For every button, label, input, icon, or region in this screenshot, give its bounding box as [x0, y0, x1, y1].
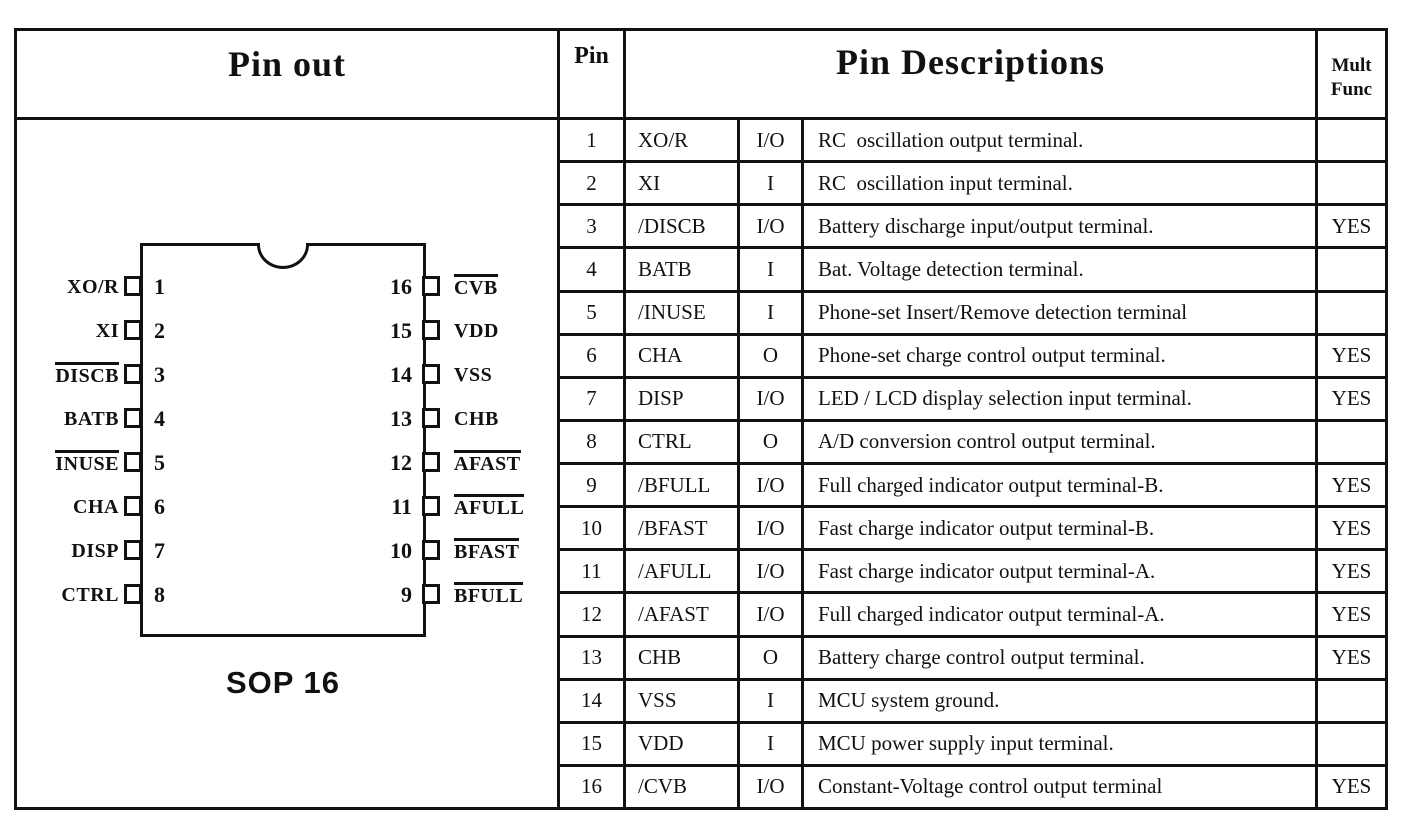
pin-description-cell: MCU system ground.	[804, 681, 1318, 721]
pin-pad-icon	[422, 320, 440, 340]
pin-name-cell: /INUSE	[626, 293, 740, 333]
pin-io-cell: I	[740, 163, 804, 203]
table-row	[560, 120, 1385, 163]
table-row	[560, 551, 1385, 594]
pin-number: 2	[154, 318, 165, 343]
pin-io-cell: O	[740, 638, 804, 678]
pin-number: 6	[154, 494, 165, 519]
chip-pin-right	[17, 362, 557, 388]
table-row	[560, 465, 1385, 508]
pin-io-cell: I	[740, 724, 804, 764]
pin-number-cell: 13	[560, 638, 626, 678]
mult-func-cell: YES	[1331, 472, 1372, 497]
pin-label: VSS	[454, 364, 493, 386]
pin-number: 7	[154, 538, 165, 563]
chip-pin-right	[17, 318, 557, 344]
pin-label: AFAST	[454, 450, 521, 477]
pin-pad-icon	[422, 584, 440, 604]
pin-number: 11	[391, 494, 412, 519]
pin-description-cell: RC oscillation input terminal.	[804, 163, 1318, 203]
pin-pad-icon	[422, 276, 440, 296]
chip-body	[140, 243, 426, 637]
pin-name-cell: /BFAST	[626, 508, 740, 548]
pin-pad-icon	[422, 364, 440, 384]
pin-description-cell: Battery discharge input/output terminal.	[804, 206, 1318, 246]
pin-name-cell: /AFULL	[626, 551, 740, 591]
pinout-column	[17, 31, 560, 807]
pin-name-cell: VSS	[626, 681, 740, 721]
mult-func-cell	[1318, 724, 1385, 764]
table-row	[560, 422, 1385, 465]
mult-func-cell	[1318, 249, 1385, 289]
pin-number: 14	[390, 362, 412, 387]
pin-label: XI	[95, 320, 119, 342]
mult-func-cell: YES	[1331, 774, 1372, 799]
pin-number-cell: 3	[560, 206, 626, 246]
mult-func-header-line1: Mult	[1331, 55, 1372, 77]
mult-func-cell	[1318, 422, 1385, 462]
pin-number-cell: 7	[560, 379, 626, 419]
mult-func-header-line2: Func	[1330, 79, 1373, 100]
mult-func-cell: YES	[1331, 645, 1372, 670]
package-label: SOP 16	[225, 665, 340, 700]
pin-number: 5	[154, 450, 165, 475]
table-row	[560, 249, 1385, 292]
pin-number-cell: 10	[560, 508, 626, 548]
pin-number: 10	[390, 538, 412, 563]
table-row	[560, 508, 1385, 551]
pin-name-cell: CHA	[626, 336, 740, 376]
pin-description-cell: Phone-set charge control output terminal.	[804, 336, 1318, 376]
pin-number-cell: 1	[560, 120, 626, 160]
pin-name-cell: /DISCB	[626, 206, 740, 246]
pin-number: 3	[154, 362, 165, 387]
pin-name-cell: XO/R	[626, 120, 740, 160]
pin-number: 12	[390, 450, 412, 475]
chip-pin-right	[17, 582, 557, 608]
pin-column-header: Pin	[560, 31, 626, 117]
pin-number-cell: 2	[560, 163, 626, 203]
table-row	[560, 594, 1385, 637]
pin-number: 16	[390, 274, 412, 299]
pin-io-cell: I/O	[740, 120, 804, 160]
pin-number-cell: 12	[560, 594, 626, 634]
pin-label: AFULL	[454, 494, 524, 521]
pin-pad-icon	[422, 408, 440, 428]
pin-label: VDD	[454, 320, 499, 342]
pin-label: CVB	[454, 274, 498, 301]
mult-func-cell: YES	[1331, 601, 1372, 626]
pin-label: XO/R	[67, 276, 119, 298]
pin-description-cell: Fast charge indicator output terminal-B.	[804, 508, 1318, 548]
table-row	[560, 638, 1385, 681]
pin-number-cell: 11	[560, 551, 626, 591]
pin-name-cell: DISP	[626, 379, 740, 419]
pin-label: DISCB	[17, 362, 119, 389]
pin-number-cell: 4	[560, 249, 626, 289]
pin-descriptions-header: Pin Descriptions	[626, 31, 1318, 117]
pin-description-cell: Phone-set Insert/Remove detection terminal	[804, 293, 1318, 333]
pin-number-cell: 6	[560, 336, 626, 376]
mult-func-cell: YES	[1331, 515, 1372, 540]
pin-description-cell: Full charged indicator output terminal-B.	[804, 465, 1318, 505]
pin-io-cell: I/O	[740, 379, 804, 419]
pin-number: 1	[154, 274, 165, 299]
pin-io-cell: I	[740, 249, 804, 289]
mult-func-cell: YES	[1331, 558, 1372, 583]
table-row	[560, 336, 1385, 379]
pin-io-cell: I/O	[740, 508, 804, 548]
pin-number-cell: 15	[560, 724, 626, 764]
pinout-header: Pin out	[17, 31, 557, 120]
pin-description-cell: Bat. Voltage detection terminal.	[804, 249, 1318, 289]
pin-name-cell: XI	[626, 163, 740, 203]
chip-pin-right	[17, 450, 557, 476]
pin-io-cell: I/O	[740, 551, 804, 591]
pin-io-cell: I/O	[740, 206, 804, 246]
pin-label: CHB	[454, 408, 499, 430]
pin-description-table	[14, 28, 1388, 810]
mult-func-cell	[1318, 163, 1385, 203]
pin-description-cell: Battery charge control output terminal.	[804, 638, 1318, 678]
pin-label: BATB	[64, 408, 119, 430]
pin-name-cell: /AFAST	[626, 594, 740, 634]
table-row	[560, 293, 1385, 336]
pin-description-cell: LED / LCD display selection input terminal.	[804, 379, 1318, 419]
pin-name-cell: VDD	[626, 724, 740, 764]
pin-name-cell: CHB	[626, 638, 740, 678]
mult-func-cell: YES	[1331, 386, 1372, 411]
pin-number: 4	[154, 406, 165, 431]
pin-pad-icon	[422, 496, 440, 516]
pin-number-cell: 5	[560, 293, 626, 333]
pin-io-cell: O	[740, 422, 804, 462]
table-header-row	[560, 31, 1385, 120]
descriptions-column	[560, 31, 1385, 807]
table-row	[560, 379, 1385, 422]
pin-number-cell: 16	[560, 767, 626, 807]
pin-number-cell: 14	[560, 681, 626, 721]
pin-label: CHA	[73, 496, 119, 518]
pin-label: INUSE	[17, 450, 119, 477]
pin-number: 9	[401, 582, 412, 607]
chip-pin-right	[17, 538, 557, 564]
chip-pin-right	[17, 274, 557, 300]
pin-label: BFULL	[454, 582, 523, 609]
pin-description-cell: A/D conversion control output terminal.	[804, 422, 1318, 462]
pin-name-cell: CTRL	[626, 422, 740, 462]
table-row	[560, 767, 1385, 807]
pin-label: CTRL	[61, 584, 119, 606]
table-row	[560, 681, 1385, 724]
pin-description-cell: Fast charge indicator output terminal-A.	[804, 551, 1318, 591]
pin-number: 13	[390, 406, 412, 431]
chip-notch-icon	[257, 243, 309, 269]
table-row	[560, 724, 1385, 767]
pin-pad-icon	[422, 452, 440, 472]
mult-func-header	[1318, 31, 1385, 117]
table-body	[560, 120, 1385, 807]
pin-io-cell: I	[740, 293, 804, 333]
pin-description-cell: Constant-Voltage control output terminal	[804, 767, 1318, 807]
pin-number-cell: 9	[560, 465, 626, 505]
pin-label: BFAST	[454, 538, 519, 565]
pin-io-cell: I/O	[740, 594, 804, 634]
pin-description-cell: MCU power supply input terminal.	[804, 724, 1318, 764]
pin-number: 8	[154, 582, 165, 607]
mult-func-cell	[1318, 681, 1385, 721]
pin-label: DISP	[71, 540, 119, 562]
pin-io-cell: I/O	[740, 465, 804, 505]
mult-func-cell: YES	[1331, 213, 1372, 238]
pin-number: 15	[390, 318, 412, 343]
pin-pad-icon	[422, 540, 440, 560]
pin-io-cell: O	[740, 336, 804, 376]
pinout-diagram	[17, 120, 557, 807]
pin-name-cell: /BFULL	[626, 465, 740, 505]
table-row	[560, 206, 1385, 249]
table-row	[560, 163, 1385, 206]
pin-number-cell: 8	[560, 422, 626, 462]
mult-func-cell: YES	[1331, 343, 1372, 368]
mult-func-cell	[1318, 120, 1385, 160]
pin-name-cell: BATB	[626, 249, 740, 289]
pin-description-cell: RC oscillation output terminal.	[804, 120, 1318, 160]
chip-pin-right	[17, 494, 557, 520]
pin-description-cell: Full charged indicator output terminal-A.	[804, 594, 1318, 634]
pin-io-cell: I	[740, 681, 804, 721]
pin-name-cell: /CVB	[626, 767, 740, 807]
chip-pin-right	[17, 406, 557, 432]
mult-func-cell	[1318, 293, 1385, 333]
pin-io-cell: I/O	[740, 767, 804, 807]
